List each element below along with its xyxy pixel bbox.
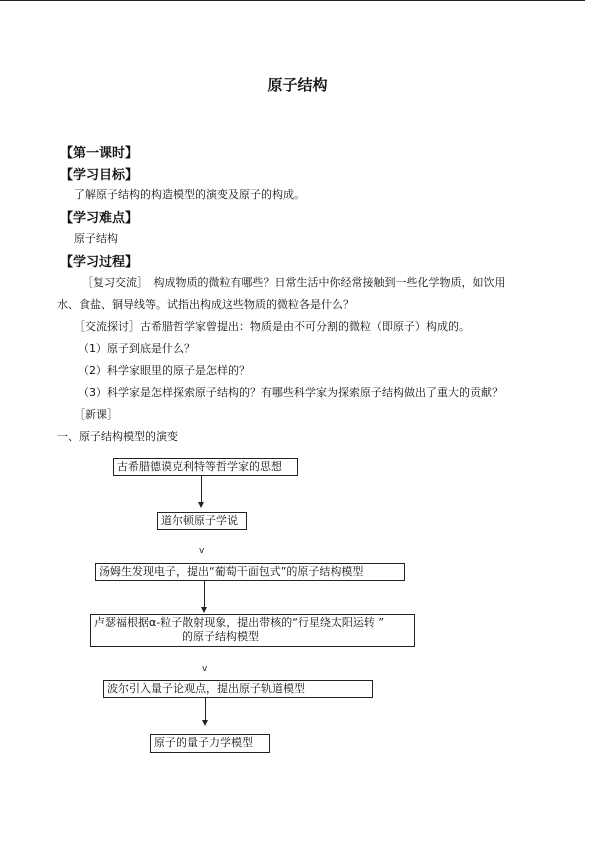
section-1-heading: 一、原子结构模型的演变 — [57, 430, 178, 443]
flow-arrow-3 — [202, 720, 208, 726]
flow-box-quantum: 原子的量子力学模型 — [150, 734, 270, 753]
review-line-1: ［复习交流］ 构成物质的微粒有哪些？日常生活中你经常接触到一些化学物质，如饮用 — [82, 276, 506, 289]
heading-process: 【学习过程】 — [60, 255, 139, 270]
question-2: （2）科学家眼里的原子是怎样的？ — [78, 364, 250, 377]
goal-text: 了解原子结构的构造模型的演变及原子的构成。 — [74, 188, 305, 201]
flow-arrow-mark-2: v — [202, 664, 208, 674]
flow-connector-2 — [204, 581, 205, 607]
page-title: 原子结构 — [267, 76, 328, 94]
discuss-text: ［交流探讨］古希腊哲学家曾提出：物质是由不可分割的微粒（即原子）构成的。 — [74, 320, 470, 333]
difficulty-text: 原子结构 — [74, 232, 118, 245]
flow-box-thomson: 汤姆生发现电子，提出“葡萄干面包式”的原子结构模型 — [95, 563, 405, 581]
heading-goal: 【学习目标】 — [60, 168, 139, 183]
rutherford-line-1: 卢瑟福根据α-粒子散射现象，提出带核的“行星绕太阳运转 ” — [94, 616, 385, 629]
flow-arrow-1 — [198, 502, 204, 508]
flow-arrow-mark-1: v — [199, 546, 205, 556]
question-1: （1）原子到底是什么？ — [78, 342, 195, 355]
flow-box-democritus: 古希腊德谟克利特等哲学家的思想 — [113, 458, 298, 476]
question-3: （3）科学家是怎样探索原子结构的？有哪些科学家为探索原子结构做出了重大的贡献？ — [78, 386, 503, 399]
review-line-2: 水、食盐、铜导线等。试指出构成这些物质的微粒各是什么？ — [57, 298, 354, 311]
flow-connector-1 — [201, 476, 202, 502]
flow-box-bohr: 波尔引入量子论观点，提出原子轨道模型 — [103, 680, 373, 698]
rutherford-line-2: 的原子结构模型 — [182, 630, 259, 643]
heading-lesson: 【第一课时】 — [60, 146, 139, 161]
flow-box-rutherford — [90, 614, 415, 647]
new-lesson-label: ［新课］ — [74, 408, 118, 421]
heading-difficulty: 【学习难点】 — [60, 211, 139, 226]
flow-box-dalton: 道尔顿原子学说 — [157, 512, 247, 530]
flow-connector-3 — [205, 698, 206, 720]
top-rule — [0, 0, 585, 1]
flow-arrow-2 — [201, 607, 207, 613]
